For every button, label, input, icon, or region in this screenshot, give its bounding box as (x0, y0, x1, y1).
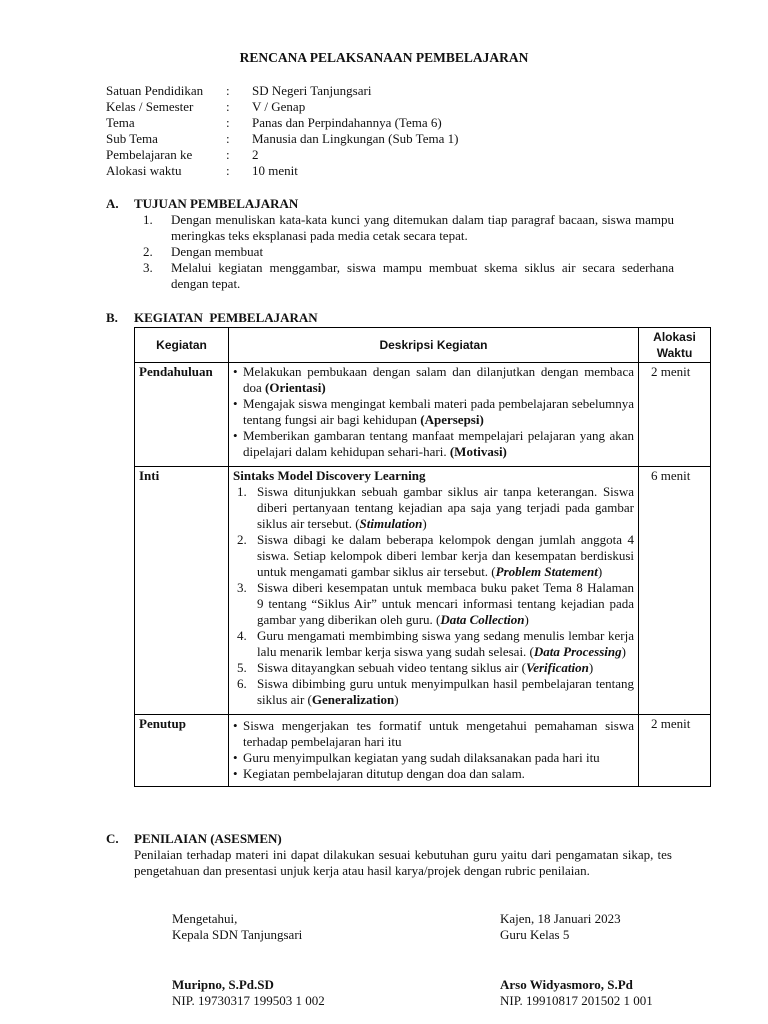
step-number: 2. (237, 532, 247, 547)
table-row (135, 715, 711, 787)
info-label: Kelas / Semester (106, 99, 194, 114)
list-item (233, 364, 634, 396)
document-title: RENCANA PELAKSANAAN PEMBELAJARAN (239, 50, 529, 65)
step-number: 4. (237, 628, 247, 643)
step-item (233, 660, 634, 676)
item-text: Siswa mengerjakan tes formatif untuk mengetahui pemahaman siswa terhadap pembelajaran hari itu (243, 718, 634, 749)
objective-text: Dengan menuliskan kata-kata kunci yang ditemukan dalam tiap paragraf bacaan, siswa mampu meringkas teks eksplanasi pada media cetak secara tepat. (171, 212, 674, 243)
info-row (106, 83, 506, 99)
item-text: Memberikan gambaran tentang manfaat mempelajari pelajaran yang akan dipelajari dalam kehidupan sehari-hari. (243, 428, 634, 459)
signatory-nip: NIP. 19730317 199503 1 002 (172, 993, 325, 1008)
info-value: 10 menit (252, 163, 298, 178)
step-text: Siswa dibagi ke dalam beberapa kelompok dengan jumlah anggota 4 siswa. Setiap kelompok diberi lembar kerja dan kesempatan berdiskusi untuk mengamati gambar siklus air tersebut. ( (257, 532, 634, 579)
activity-name: Pendahuluan (135, 363, 229, 467)
step-text: Siswa ditunjukkan sebuah gambar siklus air tanpa keterangan. Siswa diberi pertanyaan tentang kejadian apa saja yang terjadi pada gambar siklus air tersebut. ( (257, 484, 634, 531)
activities-table (134, 327, 711, 787)
objective-item (134, 260, 674, 292)
step-text: Siswa dibimbing guru untuk menyimpulkan hasil pembelajaran tentang siklus air ( (257, 676, 634, 707)
bullet: • (233, 396, 238, 411)
column-header: Alokasi Waktu (639, 328, 711, 363)
signatory-name: Arso Widyasmoro, S.Pd (500, 977, 633, 992)
step-number: 6. (237, 676, 247, 691)
step-end: ) (422, 516, 427, 531)
list-item (233, 428, 634, 460)
signature-line: Mengetahui, (172, 911, 238, 926)
info-colon: : (226, 131, 230, 146)
section-a-heading (106, 196, 298, 212)
objective-number: 1. (143, 212, 153, 227)
info-colon: : (226, 83, 230, 98)
column-header: Deskripsi Kegiatan (229, 328, 639, 363)
info-label: Satuan Pendidikan (106, 83, 204, 98)
activity-name: Inti (135, 467, 229, 715)
step-tag: Data Processing (533, 644, 622, 659)
step-text: Siswa ditayangkan sebuah video tentang siklus air ( (257, 660, 526, 675)
info-label: Sub Tema (106, 131, 158, 146)
signatory-nip: NIP. 19910817 201502 1 001 (500, 993, 653, 1008)
info-value: V / Genap (252, 99, 306, 114)
item-text: Mengajak siswa mengingat kembali materi pada pembelajaran sebelumnya tentang fungsi air bagi kehidupan (243, 396, 634, 427)
info-row (106, 147, 506, 163)
step-tag: Stimulation (359, 516, 423, 531)
signature-left (172, 911, 325, 1009)
list-item (233, 750, 634, 766)
step-item (233, 484, 634, 532)
bullet: • (233, 364, 238, 379)
info-colon: : (226, 163, 230, 178)
step-text: Siswa diberi kesempatan untuk membaca buku paket Tema 8 Halaman 9 tentang “Siklus Air” untuk mencari informasi tentang kejadian pada gambar yang diberikan oleh guru. ( (257, 580, 634, 627)
info-colon: : (226, 147, 230, 162)
section-letter: B. (106, 310, 118, 325)
objective-text: Melalui kegiatan menggambar, siswa mampu membuat skema siklus air secara sederhana dengan tepat. (171, 260, 674, 291)
objective-text: Dengan membuat (171, 244, 264, 259)
bullet: • (233, 718, 238, 733)
item-text: Guru menyimpulkan kegiatan yang sudah dilaksanakan pada hari itu (243, 750, 600, 765)
activity-time: 6 menit (639, 467, 711, 715)
info-value: Panas dan Perpindahannya (Tema 6) (252, 115, 442, 130)
step-item (233, 676, 634, 708)
section-title: KEGIATAN PEMBELAJARAN (134, 310, 318, 325)
list-item (233, 766, 634, 782)
info-value: 2 (252, 147, 259, 162)
info-value: SD Negeri Tanjungsari (252, 83, 372, 98)
info-label: Tema (106, 115, 135, 130)
signature-right (500, 911, 653, 1009)
step-item (233, 628, 634, 660)
step-end: ) (597, 564, 603, 579)
step-tag: Verification (525, 660, 589, 675)
objective-number: 3. (143, 260, 153, 275)
section-b-heading (106, 310, 318, 326)
step-tag: Problem Statement (495, 564, 598, 579)
info-label: Alokasi waktu (106, 163, 182, 178)
item-tag: (Motivasi) (449, 444, 507, 459)
step-item (233, 580, 634, 628)
table-header-row (135, 328, 711, 363)
list-item (233, 718, 634, 750)
signatory-name: Muripno, S.Pd.SD (172, 977, 274, 992)
step-number: 3. (237, 580, 247, 595)
table-row (135, 363, 711, 467)
info-colon: : (226, 99, 230, 114)
step-number: 5. (237, 660, 247, 675)
column-header: Kegiatan (135, 328, 229, 363)
activity-description (229, 363, 639, 467)
section-letter: A. (106, 196, 119, 211)
activity-description (229, 715, 639, 787)
item-text: Kegiatan pembelajaran ditutup dengan doa dan salam. (243, 766, 525, 781)
info-colon: : (226, 115, 230, 130)
info-row (106, 115, 506, 131)
step-end: ) (588, 660, 594, 675)
identity-block (106, 83, 506, 179)
signature-role: Kepala SDN Tanjungsari (172, 927, 303, 942)
info-row (106, 163, 506, 179)
signature-role: Guru Kelas 5 (500, 927, 570, 942)
activity-name: Penutup (135, 715, 229, 787)
step-text: Guru mengamati membimbing siswa yang sedang menulis lembar kerja lalu menarik lembar kerja siswa yang sudah selesai. ( (257, 628, 634, 659)
step-item (233, 532, 634, 580)
section-letter: C. (106, 831, 119, 846)
step-number: 1. (237, 484, 247, 499)
info-row (106, 131, 506, 147)
info-value: Manusia dan Lingkungan (Sub Tema 1) (252, 131, 459, 146)
activity-time: 2 menit (639, 363, 711, 467)
objective-number: 2. (143, 244, 153, 259)
signature-date: Kajen, 18 Januari 2023 (500, 911, 621, 926)
bullet: • (233, 750, 238, 765)
info-label: Pembelajaran ke (106, 147, 193, 162)
activity-description (229, 467, 639, 715)
step-end: ) (524, 612, 529, 627)
list-item (233, 396, 634, 428)
activity-time: 2 menit (639, 715, 711, 787)
bullet: • (233, 766, 238, 781)
item-text: Melakukan pembukaan dengan salam dan dilanjutkan dengan membaca doa (243, 364, 634, 395)
item-tag: (Apersepsi) (420, 412, 484, 427)
bullet: • (233, 428, 238, 443)
step-end: ) (621, 644, 626, 659)
objective-item (134, 212, 674, 244)
step-tag: Generalization (311, 692, 395, 707)
section-c-heading (106, 831, 282, 847)
model-heading: Sintaks Model Discovery Learning (233, 468, 426, 483)
assessment-text: Penilaian terhadap materi ini dapat dilakukan sesuai kebutuhan guru yaitu dari pengamatan sikap, tes pengetahuan dan presentasi unjuk kerja atau hasil karya/projek dengan rubric penilaian. (134, 847, 672, 878)
info-row (106, 99, 506, 115)
objective-item (134, 244, 674, 260)
section-title: TUJUAN PEMBELAJARAN (134, 196, 299, 211)
step-tag: Data Collection (440, 612, 525, 627)
step-end: ) (394, 692, 399, 707)
table-row (135, 467, 711, 715)
learning-objectives (134, 212, 674, 292)
section-title: PENILAIAN (ASESMEN) (134, 831, 282, 846)
item-tag: (Orientasi) (265, 380, 326, 395)
